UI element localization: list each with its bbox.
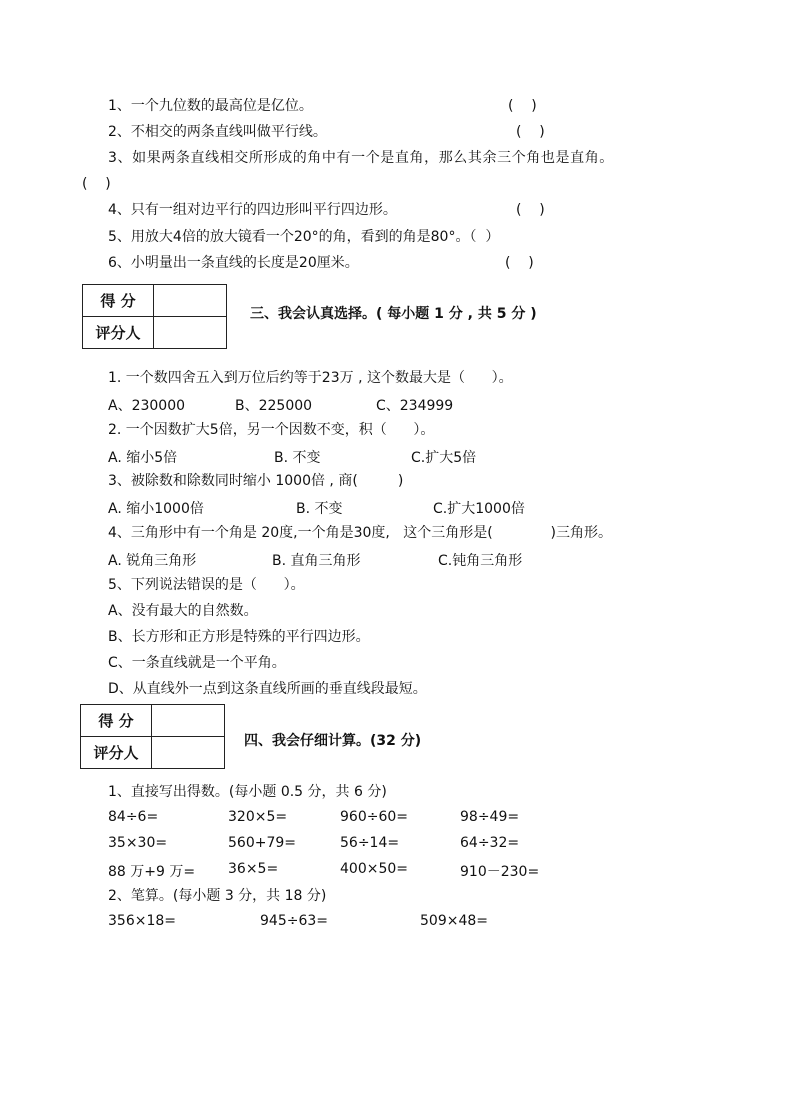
calc-item[interactable]: 35×30= [108, 835, 168, 851]
judge-answer-4[interactable]: ( ) [516, 202, 545, 218]
option-a[interactable]: A、230000 [108, 398, 186, 414]
choice-q5: 5、下列说法错误的是（ ）。 [108, 577, 305, 593]
score-label: 得 分 [83, 285, 154, 317]
judge-answer-1[interactable]: ( ) [508, 98, 537, 114]
option-a[interactable]: A. 缩小5倍 [108, 450, 178, 466]
score-label: 得 分 [81, 705, 152, 737]
calc-item[interactable]: 88 万+9 万= [108, 864, 196, 880]
choice-q2: 2. 一个因数扩大5倍，另一个因数不变，积（ ）。 [108, 422, 435, 438]
option-c[interactable]: C、一条直线就是一个平角。 [108, 655, 286, 671]
option-b[interactable]: B. 不变 [296, 501, 343, 517]
calc-item[interactable]: 84÷6= [108, 809, 159, 825]
calc-sub1: 1、直接写出得数。(每小题 0.5 分，共 6 分) [108, 784, 387, 800]
grader-cell[interactable] [152, 737, 225, 769]
calc-item[interactable]: 910－230= [460, 864, 540, 880]
grader-label: 评分人 [81, 737, 152, 769]
option-b[interactable]: B、长方形和正方形是特殊的平行四边形。 [108, 629, 370, 645]
option-a[interactable]: A. 锐角三角形 [108, 553, 197, 569]
judge-item-4: 4、只有一组对边平行的四边形叫平行四边形。 [108, 202, 397, 218]
judge-answer-6[interactable]: ( ) [505, 255, 534, 271]
written-item[interactable]: 945÷63= [260, 913, 328, 929]
calc-item[interactable]: 560+79= [228, 835, 296, 851]
option-b[interactable]: B. 不变 [274, 450, 321, 466]
option-a[interactable]: A、没有最大的自然数。 [108, 603, 258, 619]
option-d[interactable]: D、从直线外一点到这条直线所画的垂直线段最短。 [108, 681, 427, 697]
calc-item[interactable]: 320×5= [228, 809, 288, 825]
calc-item[interactable]: 56÷14= [340, 835, 400, 851]
section-3-heading: 三、我会认真选择。( 每小题 1 分 , 共 5 分 ) [250, 306, 537, 322]
judge-item-5: 5、用放大4倍的放大镜看一个20°的角，看到的角是80°。（ ） [108, 229, 500, 245]
written-item[interactable]: 356×18= [108, 913, 176, 929]
calc-sub2: 2、笔算。(每小题 3 分，共 18 分) [108, 888, 327, 904]
option-c[interactable]: C.钝角三角形 [438, 553, 523, 569]
section-4-heading: 四、我会仔细计算。(32 分) [244, 733, 422, 749]
calc-item[interactable]: 960÷60= [340, 809, 408, 825]
calc-item[interactable]: 36×5= [228, 861, 279, 877]
option-c[interactable]: C.扩大1000倍 [433, 501, 525, 517]
calc-item[interactable]: 64÷32= [460, 835, 520, 851]
judge-item-2: 2、不相交的两条直线叫做平行线。 [108, 124, 327, 140]
option-c[interactable]: C、234999 [376, 398, 454, 414]
score-cell[interactable] [152, 705, 225, 737]
option-c[interactable]: C.扩大5倍 [411, 450, 477, 466]
score-box-section-3 [82, 284, 227, 349]
judge-item-6: 6、小明量出一条直线的长度是20厘米。 [108, 255, 359, 271]
choice-q3: 3、被除数和除数同时缩小 1000倍 , 商( ) [108, 473, 404, 489]
grader-cell[interactable] [154, 317, 227, 349]
judge-item-3: 3、如果两条直线相交所形成的角中有一个是直角，那么其余三个角也是直角。 [108, 150, 614, 166]
written-item[interactable]: 509×48= [420, 913, 488, 929]
calc-item[interactable]: 98÷49= [460, 809, 520, 825]
option-a[interactable]: A. 缩小1000倍 [108, 501, 204, 517]
choice-q1: 1. 一个数四舍五入到万位后约等于23万 , 这个数最大是（ ）。 [108, 370, 513, 386]
score-cell[interactable] [154, 285, 227, 317]
judge-answer-2[interactable]: ( ) [516, 124, 545, 140]
grader-label: 评分人 [83, 317, 154, 349]
option-b[interactable]: B、225000 [235, 398, 313, 414]
judge-answer-3[interactable]: ( ) [82, 176, 111, 192]
score-box-section-4 [80, 704, 225, 769]
calc-item[interactable]: 400×50= [340, 861, 408, 877]
choice-q4: 4、三角形中有一个角是 20度,一个角是30度, 这个三角形是( )三角形。 [108, 525, 613, 541]
judge-item-1: 1、一个九位数的最高位是亿位。 [108, 98, 313, 114]
option-b[interactable]: B. 直角三角形 [272, 553, 361, 569]
